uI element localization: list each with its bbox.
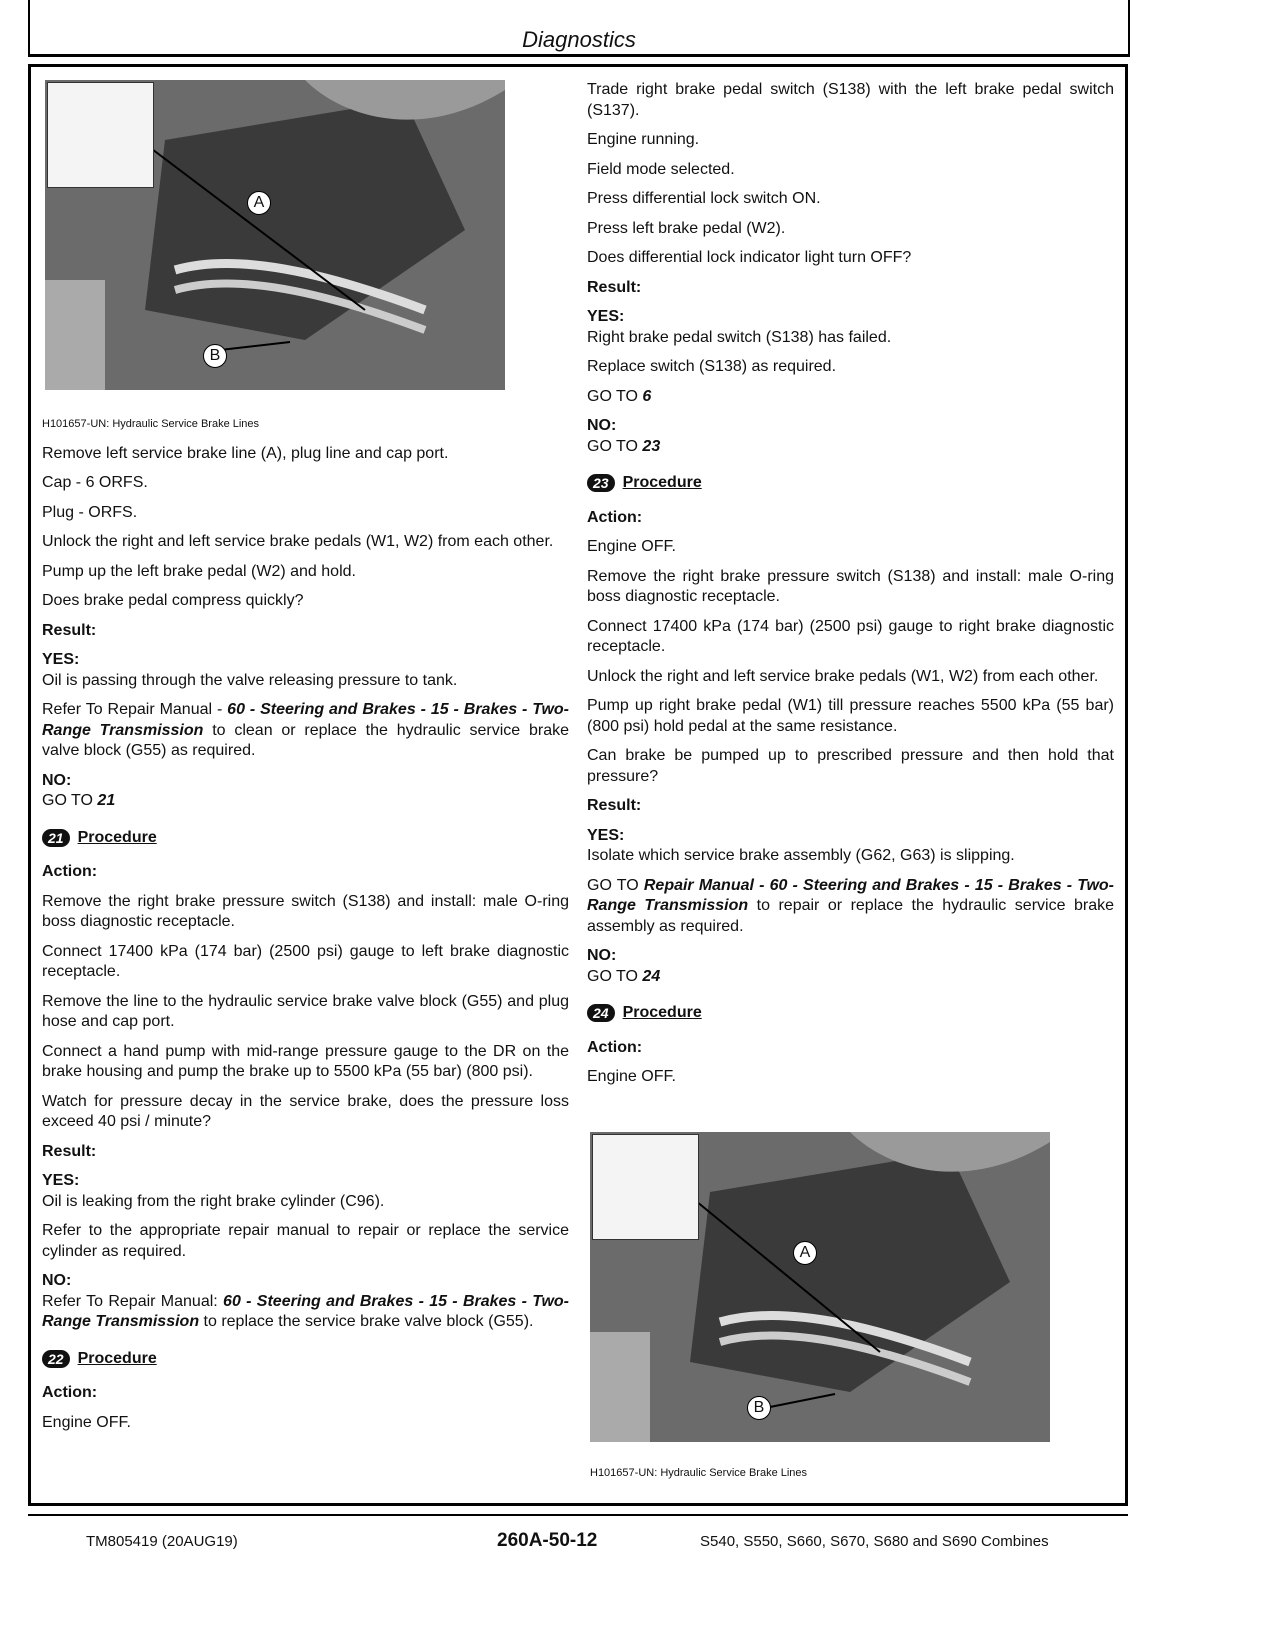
callout-b: B: [203, 344, 227, 368]
figure-caption: H101657-UN: Hydraulic Service Brake Lines: [590, 1467, 808, 1479]
brake-lines-photo-2: [590, 1132, 1050, 1442]
yes-text: Oil is leaking from the right brake cylinder (C96).: [42, 1192, 385, 1210]
step: Engine OFF.: [42, 1413, 131, 1431]
machine-locator-inset: [592, 1134, 699, 1240]
result-label: Result:: [587, 797, 642, 814]
no-label: NO:: [42, 1272, 72, 1289]
step: Unlock the right and left service brake pedals (W1, W2) from each other.: [587, 667, 1099, 685]
result-label: Result:: [587, 278, 642, 296]
procedure-21-heading: 21 Procedure: [42, 828, 569, 849]
step-number-badge: 21: [42, 829, 70, 847]
step: Remove the right brake pressure switch (S138) and install: male O-ring boss diagnostic receptacle.: [587, 567, 1114, 605]
yes-label: YES:: [42, 651, 80, 668]
step: Trade right brake pedal switch (S138) with the left brake pedal switch (S137).: [587, 81, 1114, 119]
no-goto: GO TO 21: [42, 792, 116, 809]
step: Connect 17400 kPa (174 bar) (2500 psi) gauge to right brake diagnostic receptacle.: [587, 617, 1114, 655]
yes-text: Right brake pedal switch (S138) has failed.: [587, 328, 892, 346]
procedure-22-heading: 22 Procedure: [42, 1349, 569, 1370]
step: Plug - ORFS.: [42, 503, 138, 521]
no-label: NO:: [587, 947, 617, 964]
right-column: [587, 80, 1114, 1088]
step: Does brake pedal compress quickly?: [42, 592, 304, 609]
yes-text: Isolate which service brake assembly (G62, G63) is slipping.: [587, 847, 1015, 864]
no-label: NO:: [42, 771, 72, 789]
step: Connect a hand pump with mid-range pressure gauge to the DR on the brake housing and pump the brake up to 5500 kPa (55 bar) (800 psi).: [42, 1042, 569, 1080]
callout-a: A: [247, 191, 271, 215]
repair-manual-link[interactable]: 60 - Steering and Brakes - 15 - Brakes - Two-Range Transmission: [42, 701, 569, 739]
action-label: Action:: [587, 1038, 643, 1056]
action-label: Action:: [587, 508, 643, 526]
action-label: Action:: [42, 863, 98, 880]
step: Press left brake pedal (W2).: [587, 219, 786, 237]
yes-label: YES:: [42, 1172, 80, 1189]
yes-step: Replace switch (S138) as required.: [587, 358, 837, 375]
step: Connect 17400 kPa (174 bar) (2500 psi) gauge to left brake diagnostic receptacle.: [42, 942, 569, 980]
repair-manual-link[interactable]: Repair Manual - 60 - Steering and Brakes - 15 - Brakes - Two-Range Transmission: [587, 876, 1115, 914]
step: Pump up right brake pedal (W1) till pressure reaches 5500 kPa (55 bar) (800 psi) hold pedal at the same resistance.: [587, 697, 1114, 735]
step: Can brake be pumped up to prescribed pressure and then hold that pressure?: [587, 747, 1114, 785]
step: Engine running.: [587, 131, 700, 148]
step: Cap - 6 ORFS.: [42, 474, 148, 491]
goto-step-link[interactable]: 24: [642, 967, 661, 985]
yes-text: Oil is passing through the valve releasing pressure to tank.: [42, 671, 458, 689]
no-label: NO:: [587, 417, 617, 434]
no-goto: GO TO 23: [587, 437, 661, 455]
step: Field mode selected.: [587, 160, 735, 178]
step-number-badge: 24: [587, 1004, 615, 1022]
callout-b: B: [747, 1396, 771, 1420]
no-text: Refer To Repair Manual: 60 - Steering and Brakes - 15 - Brakes - Two-Range Transmission to replace the service brake valve block (G55).: [42, 1292, 570, 1330]
goto-step-link[interactable]: 21: [97, 792, 116, 809]
step: Remove left service brake line (A), plug line and cap port.: [42, 444, 449, 462]
procedure-24-heading: 24 Procedure: [587, 1003, 1114, 1024]
footer-doc-id: TM805419 (20AUG19): [86, 1533, 238, 1550]
page-title: Diagnostics: [522, 27, 636, 52]
step: Remove the right brake pressure switch (S138) and install: male O-ring boss diagnostic receptacle.: [42, 892, 569, 930]
yes-step: Refer to the appropriate repair manual to repair or replace the service cylinder as required.: [42, 1222, 569, 1260]
step: Engine OFF.: [587, 1068, 676, 1085]
goto-step-link[interactable]: 6: [642, 387, 652, 405]
result-label: Result:: [42, 1142, 97, 1160]
footer-models: S540, S550, S660, S670, S680 and S690 Combines: [700, 1533, 1049, 1550]
yes-goto: GO TO 6: [587, 387, 652, 405]
machine-locator-inset: [47, 82, 154, 188]
yes-label: YES:: [587, 308, 625, 325]
figure-caption: H101657-UN: Hydraulic Service Brake Lines: [42, 418, 260, 430]
left-column: [42, 414, 569, 1433]
footer-page-number: 260A-50-12: [497, 1530, 598, 1551]
no-goto: GO TO 24: [587, 967, 661, 985]
step: Does differential lock indicator light turn OFF?: [587, 249, 912, 266]
step: Unlock the right and left service brake pedals (W1, W2) from each other.: [42, 533, 554, 550]
step-number-badge: 22: [42, 1350, 70, 1368]
step-number-badge: 23: [587, 474, 615, 492]
brake-lines-photo: [45, 80, 505, 390]
yes-label: YES:: [587, 826, 625, 844]
action-label: Action:: [42, 1384, 98, 1401]
footer-rule: [28, 1514, 1128, 1516]
step: Remove the line to the hydraulic service brake valve block (G55) and plug hose and cap port.: [42, 992, 569, 1030]
goto-step-link[interactable]: 23: [642, 437, 661, 455]
yes-step: GO TO Repair Manual - 60 - Steering and Brakes - 15 - Brakes - Two-Range Transmission to repair or replace the hydraulic service brake assembly as required.: [587, 876, 1115, 935]
callout-a: A: [793, 1241, 817, 1265]
header-box: [28, 0, 1130, 57]
result-label: Result:: [42, 621, 97, 639]
step: Watch for pressure decay in the service brake, does the pressure loss exceed 40 psi / minute?: [42, 1092, 569, 1130]
step: Press differential lock switch ON.: [587, 190, 821, 207]
procedure-23-heading: 23 Procedure: [587, 473, 1114, 494]
step: Engine OFF.: [587, 538, 676, 555]
step: Pump up the left brake pedal (W2) and hold.: [42, 562, 356, 580]
repair-manual-link[interactable]: 60 - Steering and Brakes - 15 - Brakes - Two-Range Transmission: [42, 1292, 570, 1330]
yes-step: Refer To Repair Manual - 60 - Steering and Brakes - 15 - Brakes - Two-Range Transmission to clean or replace the hydraulic service brake valve block (G55) as required.: [42, 701, 569, 759]
